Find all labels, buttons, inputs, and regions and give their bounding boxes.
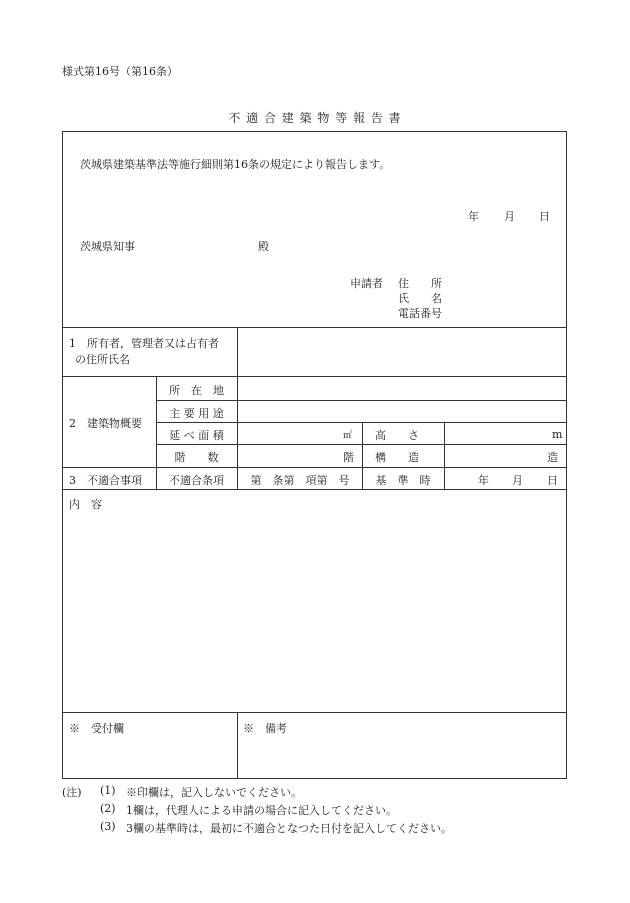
main-use-field[interactable] [240,402,565,421]
reference-date-label: 基 準 時 [375,474,431,487]
reference-month-label: 月 [512,474,523,487]
reception-box-label: ※ 受付欄 [69,722,124,735]
addressee: 茨城県知事 [80,240,135,253]
report-statement: 茨城県建築基準法等施行細則第16条の規定により報告します。 [80,158,391,171]
note-text: ※印欄は，記入しないでください。 [126,786,302,799]
height-unit: m [552,428,563,441]
floors-field[interactable] [240,446,340,466]
clause-label: 不適合条項 [169,474,224,487]
applicant-name-label: 氏 名 [398,292,442,305]
content-label: 内 容 [69,498,102,511]
note-text: 1欄は，代理人による申請の場合に記入してください。 [126,804,397,817]
structure-label: 構 造 [375,451,419,464]
date-year-label: 年 [468,210,479,223]
note-text: 3欄の基準時は，最初に不適合となつた日付を記入してください。 [126,822,452,835]
content-field[interactable] [64,512,564,710]
remarks-field[interactable] [243,738,563,776]
reference-day-label: 日 [547,474,558,487]
clause-value-field[interactable]: 第 条第 項第 号 [250,474,350,487]
date-month-label: 月 [504,210,515,223]
floor-area-label: 延 べ 面 積 [169,429,224,442]
height-field[interactable] [446,424,556,443]
floor-area-field[interactable] [240,424,360,443]
section1-label: 1 所有者，管理者又は占有者 [69,337,219,350]
reference-year-label: 年 [478,474,489,487]
owner-address-name-field[interactable] [240,329,565,375]
note-number: (2) [100,802,116,815]
structure-unit: 造 [547,451,558,464]
date-day-label: 日 [539,210,550,223]
note-number: (3) [100,820,116,833]
form-title: 不 適 合 建 築 物 等 報 告 書 [228,111,402,125]
structure-field[interactable] [446,446,546,466]
section2-label: 2 建築物概要 [69,417,142,430]
applicant-phone-label: 電話番号 [398,307,442,320]
section3-label: 3 不適合事項 [69,474,142,487]
form-number: 様式第16号（第16条） [62,65,178,78]
notes-prefix: (注) [62,786,82,799]
note-number: (1) [100,784,116,797]
main-use-label: 主 要 用 途 [169,407,224,420]
location-label: 所 在 地 [169,384,224,397]
section1-label-line2: の住所氏名 [75,353,130,366]
area-unit: ㎡ [343,431,353,441]
honorific: 殿 [258,240,269,253]
floors-label: 階 数 [174,451,219,464]
applicant-address-label: 住 所 [398,277,442,290]
applicant-label: 申請者 [350,277,383,290]
floors-unit: 階 [343,451,354,464]
remarks-box-label: ※ 備考 [243,722,287,735]
height-label: 高 さ [375,429,419,442]
location-field[interactable] [240,378,565,399]
